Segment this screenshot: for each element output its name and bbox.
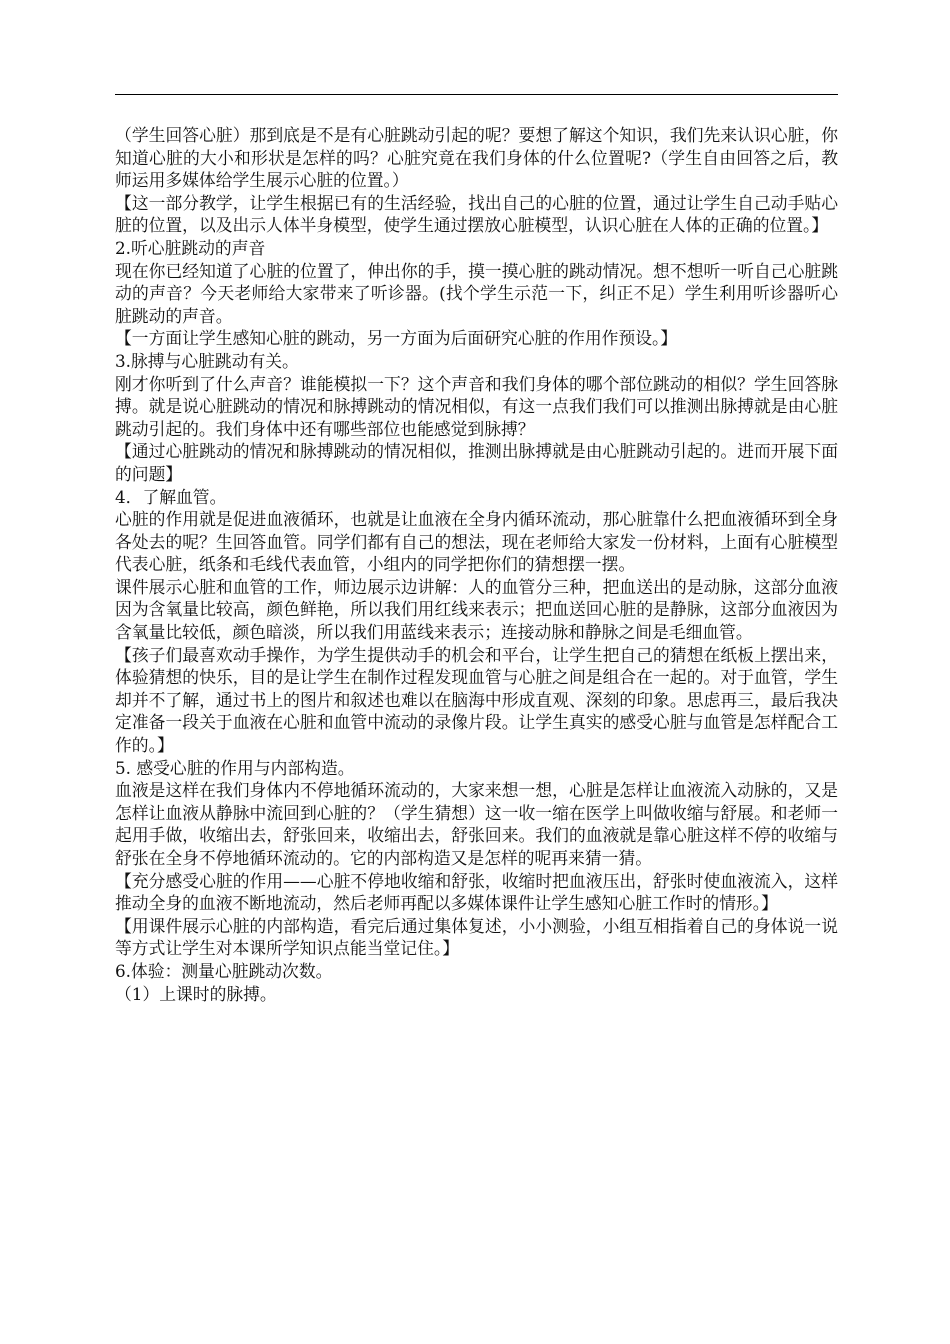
paragraph-note-hands-on: 【孩子们最喜欢动手操作，为学生提供动手的机会和平台，让学生把自己的猜想在纸板上摆出来，体验猜想的快乐，目的是让学生在制作过程发现血管与心脏之间是组合在一起的。对于血管，学生却并不了解，通过书上的图片和叙述也难以在脑海中形成直观、深刻的印象。思虑再三，最后我决定准备一段关于血液在心脏和血管中流动的录像片段。让学生真实的感受心脏与血管是怎样配合工作的。】 [115, 644, 838, 756]
paragraph-note-heartbeat: 【一方面让学生感知心脏的跳动，另一方面为后面研究心脏的作用作预设。】 [115, 328, 678, 349]
paragraph-circulation: 血液是这样在我们身体内不停地循环流动的，大家来想一想，心脏是怎样让血液流入动脉的，又是怎样让血液从静脉中流回到心脏的？（学生猜想）这一收一缩在医学上叫做收缩与舒展。和老师一起用手做，收缩出去，舒张回来，收缩出去，舒张回来。我们的血液就是靠心脏这样不停的收缩与舒张在全身不停地循环流动的。它的内部构造又是怎样的呢再来猜一猜。 [115, 780, 838, 868]
section-heading-2: 2.听心脏跳动的声音 [115, 237, 266, 258]
paragraph-blood-vessels: 心脏的作用就是促进血液循环，也就是让血液在全身内循环流动，那心脏靠什么把血液循环到全身各处去的呢？生回答血管。同学们都有自己的想法，现在老师给大家发一份材料，上面有心脏模型代表心脏，纸条和毛线代表血管，小组内的同学把你们的猜想摆一摆。 [115, 509, 838, 575]
paragraph-note-pulse: 【通过心脏跳动的情况和脉搏跳动的情况相似，推测出脉搏就是由心脏跳动引起的。进而开展下面的问题】 [115, 441, 838, 484]
paragraph-courseware-vessels: 课件展示心脏和血管的工作，师边展示边讲解：人的血管分三种，把血送出的是动脉，这部分血液因为含氧量比较高，颜色鲜艳，所以我们用红线来表示；把血送回心脏的是静脉，这部分血液因为含氧量比较低，颜色暗淡，所以我们用蓝线来表示；连接动脉和静脉之间是毛细血管。 [115, 576, 838, 643]
section-heading-3: 3.脉搏与心脏跳动有关。 [115, 350, 299, 371]
document-body [115, 124, 838, 1005]
section-heading-6: 6.体验：测量心脏跳动次数。 [115, 960, 333, 981]
section-heading-5: 5. 感受心脏的作用与内部构造。 [115, 757, 355, 778]
paragraph-pulse-in-class: （1）上课时的脉搏。 [115, 983, 277, 1004]
paragraph-student-answer: （学生回答心脏）那到底是不是有心脏跳动引起的呢？要想了解这个知识，我们先来认识心脏，你知道心脏的大小和形状是怎样的吗？心脏究竟在我们身体的什么位置呢?（学生自由回答之后，教师运用多媒体给学生展示心脏的位置。） [115, 125, 838, 191]
header-rule [115, 94, 838, 95]
paragraph-stethoscope: 现在你已经知道了心脏的位置了，伸出你的手，摸一摸心脏的跳动情况。想不想听一听自己心脏跳动的声音？今天老师给大家带来了听诊器。(找个学生示范一下，纠正不足）学生利用听诊器听心脏跳动的声音。 [115, 260, 838, 326]
paragraph-note-heart-position: 【这一部分教学，让学生根据已有的生活经验，找出自己的心脏的位置，通过让学生自己动手贴心脏的位置，以及出示人体半身模型，使学生通过摆放心脏模型，认识心脏在人体的正确的位置。】 [115, 192, 838, 236]
section-heading-4: 4．了解血管。 [115, 486, 227, 507]
paragraph-note-internal-structure: 【用课件展示心脏的内部构造，看完后通过集体复述，小小测验，小组互相指着自己的身体说一说等方式让学生对本课所学知识点能当堂记住。】 [115, 915, 838, 959]
paragraph-note-heart-function: 【充分感受心脏的作用——心脏不停地收缩和舒张，收缩时把血液压出，舒张时使血液流入，这样推动全身的血液不断地流动，然后老师再配以多媒体课件让学生感知心脏工作时的情形。】 [115, 870, 838, 914]
paragraph-pulse: 刚才你听到了什么声音？谁能模拟一下？这个声音和我们身体的哪个部位跳动的相似？学生回答脉搏。就是说心脏跳动的情况和脉搏跳动的情况相似，有这一点我们我们可以推测出脉搏就是由心脏跳动引起的。我们身体中还有哪些部位也能感觉到脉搏？ [115, 373, 838, 439]
